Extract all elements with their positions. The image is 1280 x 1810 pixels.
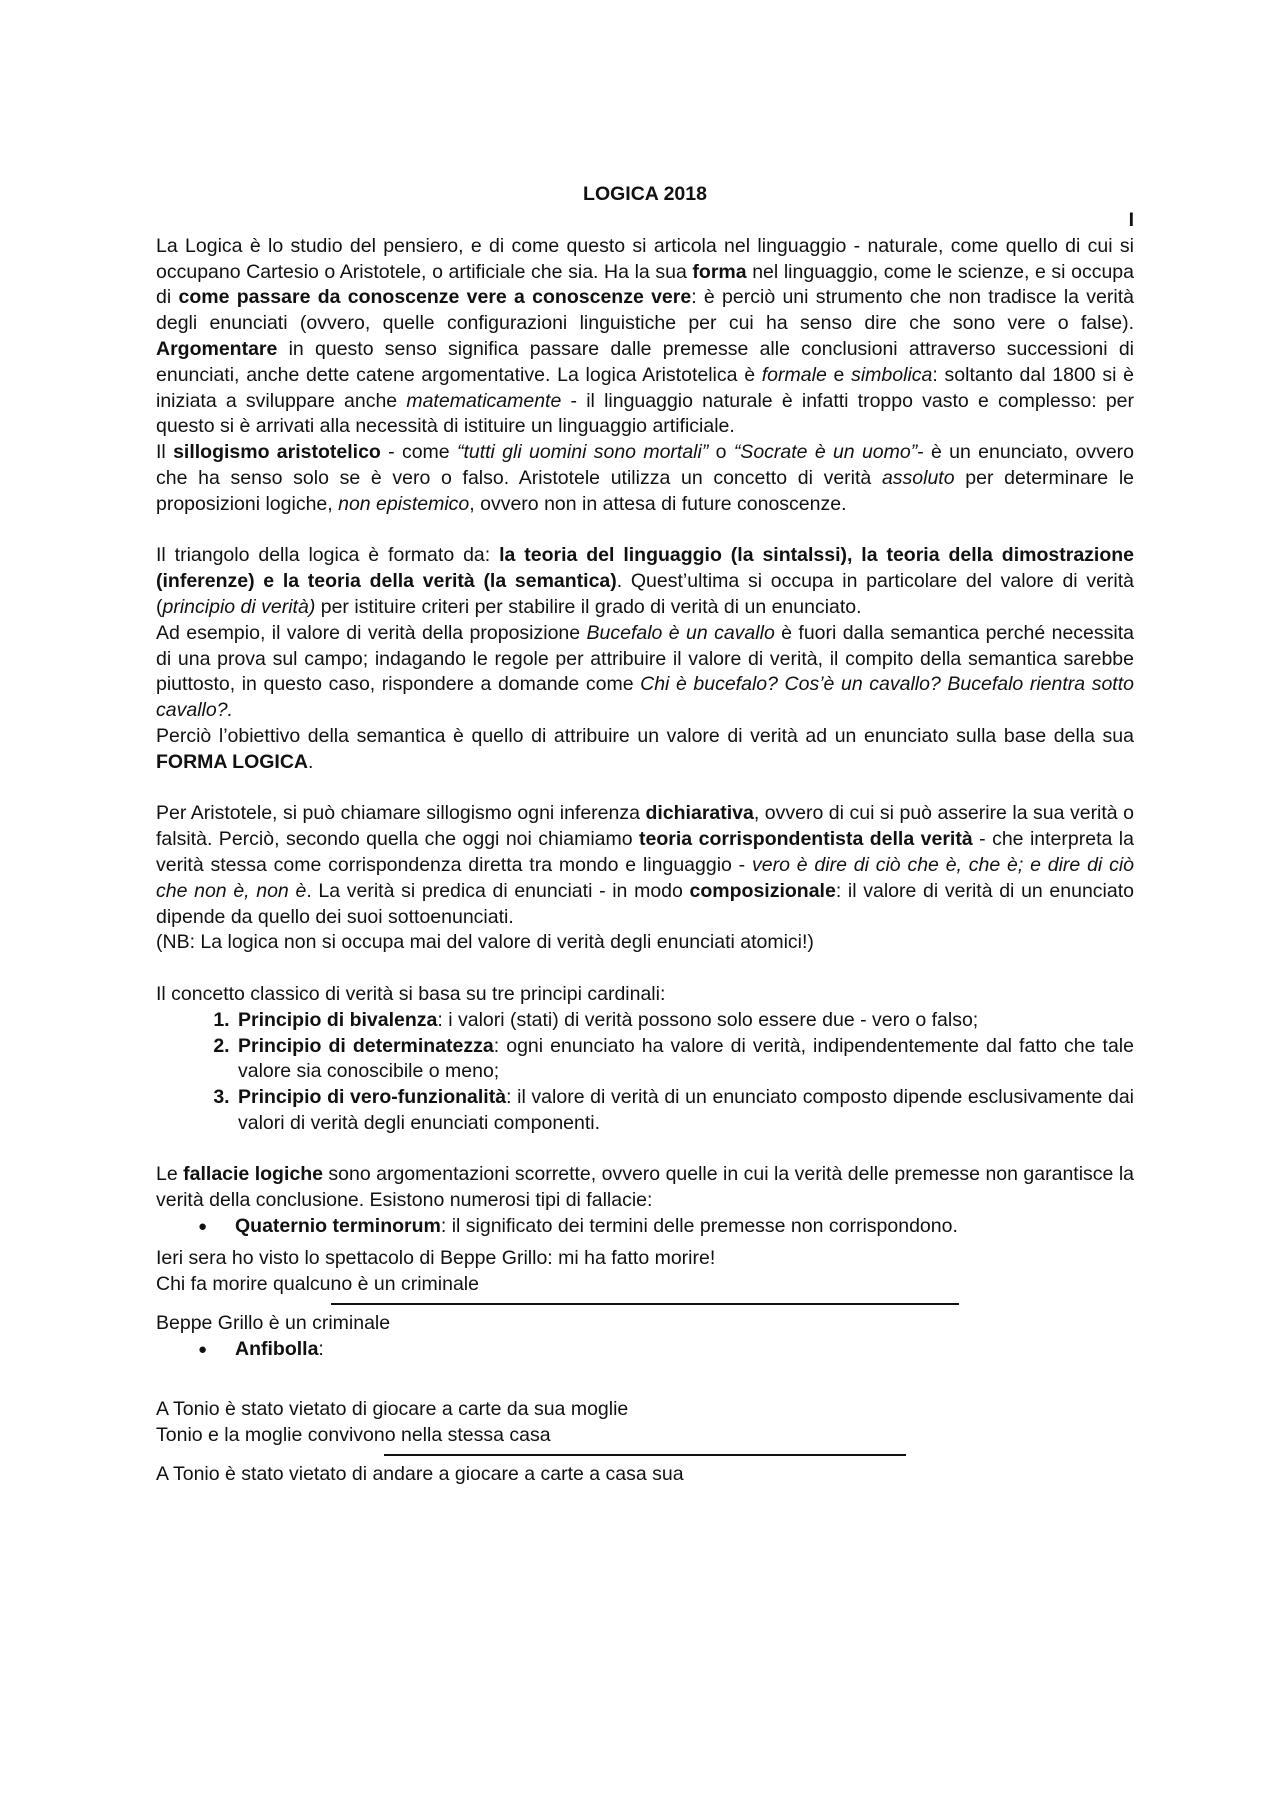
- text-run: : è perciò uni strumento che non tradisce la verità degli enunciati (ovvero, quelle configurazioni linguistiche per cui ha senso dire che sono vere o false).: [156, 286, 1134, 335]
- fallacy-item-anfibolla: [156, 1337, 1134, 1363]
- text-run: in questo senso significa passare dalle premesse alle conclusioni attraverso successioni di enunciati, anche dette catene argomentative. La logica Aristotelica è: [156, 337, 1134, 386]
- inference-line: [331, 1303, 959, 1305]
- conclusion: Beppe Grillo è un criminale: [156, 1312, 391, 1335]
- italic-text: vero è dire di ciò che è, che è; e dire di ciò che non è, non è: [156, 853, 1134, 902]
- text-run: : soltanto dal 1800 si è iniziata a sviluppare anche: [156, 363, 1135, 412]
- spacer: [156, 1137, 1134, 1163]
- paragraph-syllogism: [156, 440, 1134, 517]
- text-run: : il significato dei termini delle premesse non corrispondono.: [440, 1215, 958, 1238]
- text-run: o: [708, 441, 734, 464]
- principle-item: [235, 1085, 1134, 1137]
- italic-text: simbolica: [851, 363, 933, 386]
- text-run: - che interpreta la verità stessa come corrispondenza diretta tra mondo e linguaggio -: [156, 828, 1134, 876]
- conclusion: A Tonio è stato vietato di andare a giocare a carte a casa sua: [156, 1463, 684, 1486]
- syllogism-example-2: [156, 1363, 1134, 1488]
- spacer: [156, 776, 1134, 802]
- bullet-icon: ●: [198, 1218, 208, 1236]
- text-run: : i valori (stati) di verità possono solo essere due - vero o falso;: [437, 1008, 979, 1031]
- text-run: Le: [156, 1163, 184, 1186]
- paragraph-aristotle: [156, 801, 1134, 930]
- text-run: - il linguaggio naturale è infatti troppo vasto e complesso: per questo si è arrivati alla necessità di istituire un linguaggio artificiale.: [156, 389, 1135, 438]
- bold-text: fallacie logiche: [183, 1163, 323, 1186]
- text-run: sono argomentazioni scorrette, ovvero quelle in cui la verità delle premesse non garantisce la verità della conclusione. Esistono numerosi tipi di fallacie:: [156, 1163, 1135, 1212]
- fallacy-text: [235, 1338, 324, 1360]
- text-run: : il valore di verità di un enunciato dipende da quello dei suoi sottoenunciati.: [156, 879, 1134, 928]
- italic-text: “tutti gli uomini sono mortali”: [456, 441, 709, 464]
- paragraph-semantics: [156, 724, 1134, 776]
- bold-text: composizionale: [689, 879, 836, 902]
- bold-text: Principio di determinatezza: [238, 1034, 494, 1057]
- italic-text: “Socrate è un uomo”: [733, 441, 918, 464]
- italic-text: formale: [761, 363, 827, 386]
- text-run: Il concetto classico di verità si basa su tre principi cardinali:: [156, 982, 666, 1005]
- fallacies-list-cont: [156, 1337, 1134, 1363]
- text-run: : ogni enunciato ha valore di verità, indipendentemente dal fatto che tale valore sia conoscibile o meno;: [238, 1034, 1134, 1083]
- text-run: e: [826, 363, 852, 386]
- italic-text: Bucefalo è un cavallo: [586, 621, 775, 644]
- paragraph-intro: [156, 234, 1134, 440]
- paragraph-example: [156, 621, 1134, 724]
- bold-text: Principio di bivalenza: [238, 1008, 438, 1031]
- paragraph-triangle: [156, 543, 1134, 620]
- fallacies-list: [156, 1214, 1134, 1240]
- text-run: Ad esempio, il valore di verità della proposizione: [156, 621, 587, 644]
- premise-1: Ieri sera ho visto lo spettacolo di Beppe Grillo: mi ha fatto morire!: [156, 1246, 716, 1269]
- paragraph-principles-intro: [156, 982, 1134, 1008]
- text-run: .: [308, 750, 314, 773]
- paragraph-fallacies: [156, 1162, 1134, 1214]
- text-run: , ovvero non in attesa di future conoscenze.: [469, 492, 847, 515]
- text-run: :: [318, 1338, 324, 1361]
- italic-text: principio di verità): [162, 595, 316, 618]
- paragraph-note: [156, 930, 1134, 956]
- principle-item: [235, 1008, 1134, 1034]
- text-run: , ovvero di cui si può asserire la sua verità o falsità. Perciò, secondo quella che oggi noi chiamiamo: [156, 802, 1134, 851]
- spacer: [156, 518, 1134, 544]
- bold-text: dichiarativa: [645, 802, 754, 825]
- text-run: per istituire criteri per stabilire il grado di verità di un enunciato.: [315, 595, 862, 618]
- bold-text: Principio di vero-funzionalità: [238, 1086, 507, 1109]
- text-run: La Logica è lo studio del pensiero, e di come questo si articola nel linguaggio - naturale, come quello di cui si occupano Cartesio o Aristotele, o artificiale che sia. Ha la sua: [156, 234, 1134, 283]
- bold-text: la teoria del linguaggio (la sintalssi), la teoria della dimostrazione (inferenze) e la teoria della verità (la semantica): [156, 544, 1134, 593]
- text-run: per determinare le proposizioni logiche,: [156, 466, 1135, 515]
- bold-text: Argomentare: [156, 337, 278, 360]
- bold-text: come passare da conoscenze vere a conoscenze vere: [178, 286, 692, 309]
- fallacy-text: [235, 1215, 958, 1237]
- spacer: [156, 956, 1134, 982]
- principle-item: [235, 1034, 1134, 1086]
- text-run: Per Aristotele, si può chiamare sillogismo ogni inferenza: [156, 802, 646, 825]
- text-run: nel linguaggio, come le scienze, e si occupa di: [156, 260, 1134, 309]
- text-run: - è un enunciato, ovvero che ha senso solo se è vero o falso. Aristotele utilizza un concetto di verità: [156, 441, 1135, 489]
- spacer: [156, 1371, 1134, 1397]
- italic-text: matematicamente: [406, 389, 562, 412]
- bold-text: Quaternio terminorum: [235, 1215, 441, 1238]
- text-run: è fuori dalla semantica perché necessita di una prova sul campo; indagando le regole per attribuire il valore di verità, il compito della semantica sarebbe piuttosto, in questo caso, rispondere a domande come: [156, 621, 1134, 696]
- bold-text: Anfibolla: [235, 1338, 319, 1361]
- italic-text: Chi è bucefalo? Cos’è un cavallo? Bucefalo rientra sotto cavallo?.: [156, 673, 1134, 722]
- inference-line: [384, 1454, 906, 1456]
- bold-text: forma: [692, 260, 747, 283]
- text-run: : il valore di verità di un enunciato composto dipende esclusivamente dai valori di verità degli enunciati componenti.: [238, 1086, 1134, 1134]
- premise-2: Chi fa morire qualcuno è un criminale: [156, 1272, 479, 1295]
- fallacy-item-quaternio: [156, 1214, 1134, 1240]
- text-run: Perciò l’obiettivo della semantica è quello di attribuire un valore di verità ad un enunciato sulla base della sua: [156, 724, 1134, 747]
- text-run: Il triangolo della logica è formato da:: [156, 544, 500, 567]
- text-run: - come: [380, 441, 457, 464]
- bullet-icon: ●: [198, 1341, 208, 1359]
- text-run: (NB: La logica non si occupa mai del valore di verità degli enunciati atomici!): [156, 931, 814, 954]
- bold-text: teoria corrispondentista della verità: [639, 828, 973, 851]
- bold-text: FORMA LOGICA: [156, 750, 309, 773]
- italic-text: assoluto: [881, 466, 955, 489]
- text-run: . La verità si predica di enunciati - in modo: [306, 879, 690, 902]
- italic-text: non epistemico: [338, 492, 470, 515]
- premise-2: Tonio e la moglie convivono nella stessa casa: [156, 1423, 551, 1446]
- document-title: LOGICA 2018: [583, 183, 707, 205]
- section-marker: I: [1128, 208, 1134, 231]
- premise-1: A Tonio è stato vietato di giocare a carte da sua moglie: [156, 1397, 629, 1420]
- syllogism-example-1: [156, 1240, 1134, 1337]
- text-run: Il: [156, 441, 174, 464]
- text-run: . Quest’ultima si occupa in particolare del valore di verità (: [156, 570, 1134, 618]
- bold-text: sillogismo aristotelico: [173, 441, 381, 464]
- principles-list: [156, 1008, 1134, 1137]
- document-content: [156, 182, 1134, 1488]
